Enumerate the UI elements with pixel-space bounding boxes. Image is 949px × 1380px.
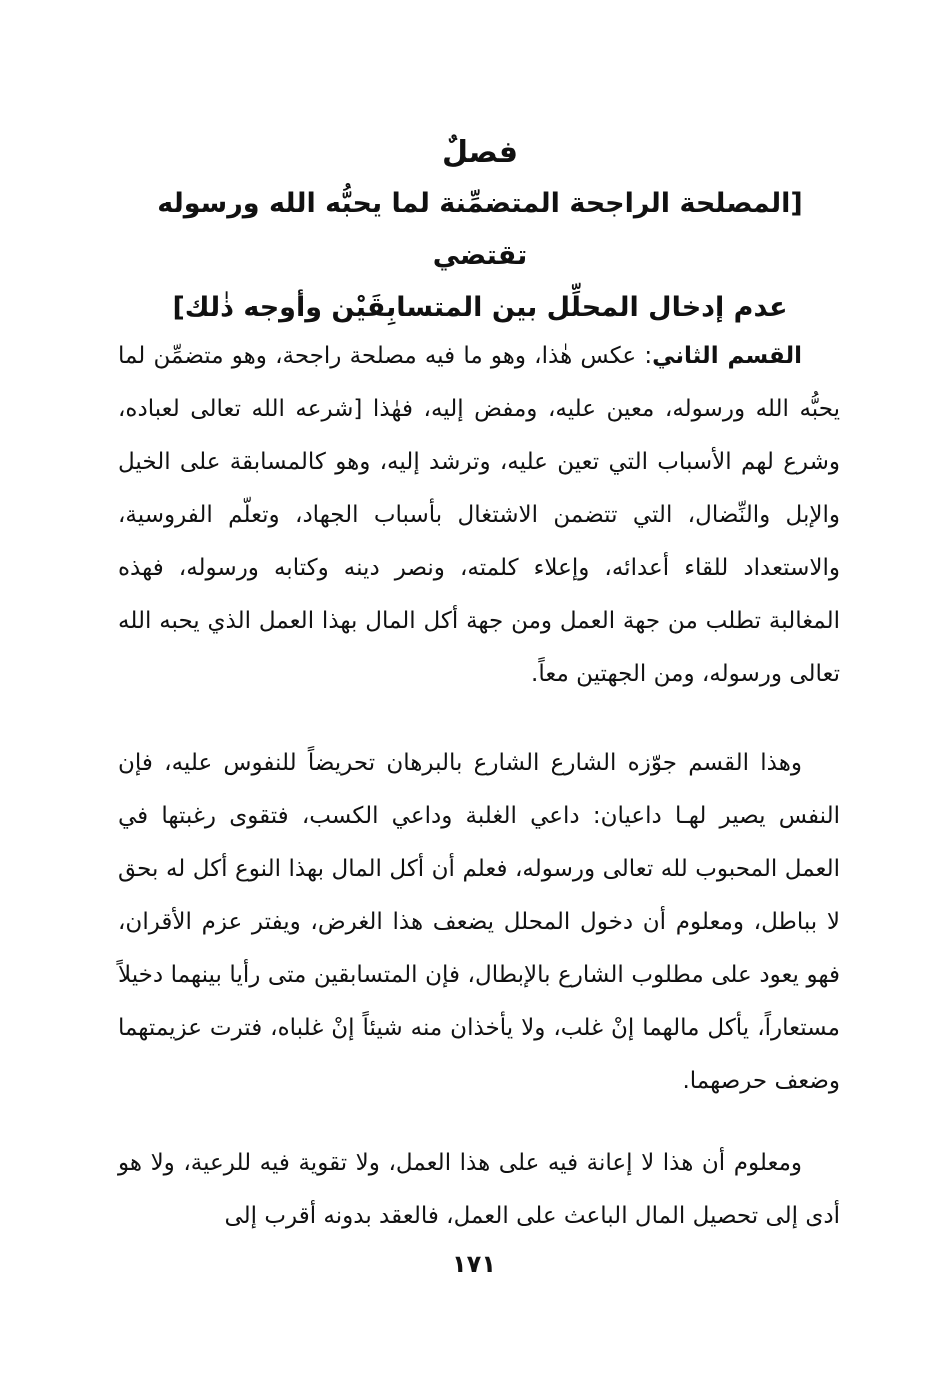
chapter-heading <box>150 128 810 334</box>
paragraph-text: ومعلوم أن هذا لا إعانة فيه على هذا العمل، ولا تقوية فيه للرعية، ولا هو أدى إلى تحصيل المال الباعث على العمل، فالعقد بدونه أقرب إلى <box>118 1150 840 1229</box>
paragraph-1 <box>118 330 840 701</box>
section-subtitle-line-1: [المصلحة الراجحة المتضمِّنة لما يحبُّه الله ورسوله تقتضي <box>157 188 803 271</box>
section-title: فصلٌ <box>442 135 518 170</box>
section-subtitle-line-2: عدم إدخال المحلِّل بين المتسابِقَيْن وأوجه ذٰلك] <box>172 292 788 323</box>
page-number: ١٧١ <box>452 1250 496 1278</box>
paragraph-text: وهذا القسم جوّزه الشارع الشارع بالبرهان تحريضاً للنفوس عليه، فإن النفس يصير لهـا داعيان: داعي الغلبة وداعي الكسب، فتقوى رغبتها في العمل المحبوب لله تعالى ورسوله، فعلم أن أكل المال بهذا النوع أكل له بحق لا بباطل، ومعلوم أن دخول المحلل يضعف هذا الغرض، ويفتر عزم الأقران، فهو يعود على مطلوب الشارع بالإبطال، فإن المتسابقين متى رأيا بينهما دخيلاً مستعاراً، يأكل مالهما إنْ غلب، ولا يأخذان منه شيئاً إنْ غلباه، فترت عزيمتهما وضعف حرصهما. <box>118 750 840 1094</box>
lead-term: القسم الثاني <box>652 343 802 369</box>
paragraph-3 <box>118 1137 840 1243</box>
paragraph-2 <box>118 737 840 1108</box>
paragraph-text: : عكس هٰذا، وهو ما فيه مصلحة راجحة، وهو متضمِّن لما يحبُّه الله ورسوله، معين عليه، ومفض إليه، فهٰذا [شرعه الله تعالى لعباده، وشرع لهم الأسباب التي تعين عليه، وترشد إليه، وهو كالمسابقة على الخيل والإبل والنِّضال، التي تتضمن الاشتغال بأسباب الجهاد، وتعلّم الفروسية، والاستعداد للقاء أعدائه، وإعلاء كلمته، ونصر دينه وكتابه ورسوله، فهذه المغالبة تطلب من جهة العمل ومن جهة أكل المال بهذا العمل الذي يحبه الله تعالى ورسوله، ومن الجهتين معاً. <box>118 343 840 687</box>
